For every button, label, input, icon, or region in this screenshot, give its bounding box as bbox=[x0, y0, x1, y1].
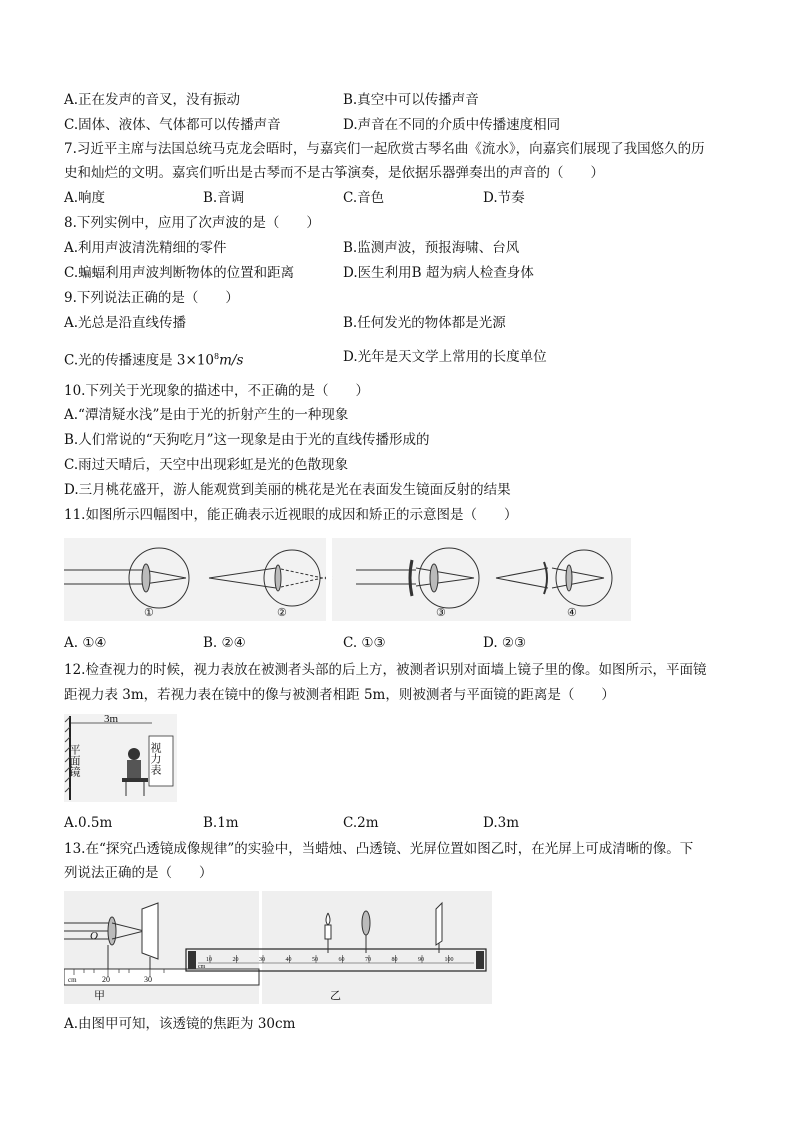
seated-person bbox=[122, 748, 148, 796]
q7-option-a: A.响度 bbox=[64, 190, 106, 206]
q9-option-b: B.任何发光的物体都是光源 bbox=[343, 315, 506, 331]
q10-stem: 10.下列关于光现象的描述中，不正确的是（ ） bbox=[64, 383, 369, 399]
q12-option-b: B.1m bbox=[203, 815, 239, 831]
ruler-tick-label: 30 bbox=[259, 957, 265, 963]
figure-yi-label: 乙 bbox=[330, 990, 341, 1002]
ruler-tick-label: 10 bbox=[206, 957, 212, 963]
q8-option-c: C.蝙蝠利用声波判断物体的位置和距离 bbox=[64, 265, 295, 281]
ruler-tick-label: 70 bbox=[365, 957, 371, 963]
q13-stem-line1: 13.在“探究凸透镜成像规律”的实验中，当蜡烛、凸透镜、光屏位置如图乙时，在光屏上可成清晰的像。下 bbox=[64, 841, 694, 857]
q7-option-b: B.音调 bbox=[203, 190, 245, 206]
eye-panel-2-label: ② bbox=[277, 606, 287, 619]
ruler-tick-label: 40 bbox=[285, 957, 292, 963]
q12-option-a: A.0.5m bbox=[64, 815, 113, 831]
eye-panel-1-label: ① bbox=[144, 606, 154, 619]
q9-option-c-prefix: C.光的传播速度是 3×10 bbox=[64, 352, 215, 369]
q6-option-a: A.正在发声的音叉，没有振动 bbox=[64, 92, 241, 108]
ruler-tick-label: 20 bbox=[232, 957, 239, 963]
eye-panel-3 bbox=[326, 538, 479, 621]
ruler-tick-label: 60 bbox=[338, 957, 345, 963]
q7-option-d: D.节奏 bbox=[483, 190, 525, 206]
q9-option-c bbox=[64, 348, 243, 370]
figure-yi-unit: cm bbox=[198, 964, 206, 970]
q12-fig-chart-label: 视力表 bbox=[149, 742, 161, 775]
q13-stem-line2: 列说法正确的是（ ） bbox=[64, 865, 213, 881]
q12-vision-test-diagram bbox=[64, 714, 177, 802]
q6-option-d: D.声音在不同的介质中传播速度相同 bbox=[343, 117, 561, 133]
q9-option-d: D.光年是天文学上常用的长度单位 bbox=[343, 349, 547, 365]
q11-option-d: D. ②③ bbox=[483, 635, 527, 651]
q12-option-d: D.3m bbox=[483, 815, 520, 831]
figure-jia-unit: cm bbox=[68, 976, 77, 984]
q11-stem: 11.如图所示四幅图中，能正确表示近视眼的成因和矫正的示意图是（ ） bbox=[64, 507, 518, 523]
figure-jia-tick-30: 30 bbox=[144, 975, 152, 984]
q10-option-d: D.三月桃花盛开，游人能观赏到美丽的桃花是光在表面发生镜面反射的结果 bbox=[64, 482, 511, 498]
q9-stem: 9.下列说法正确的是（ ） bbox=[64, 290, 239, 306]
q8-option-b: B.监测声波，预报海啸、台风 bbox=[343, 240, 520, 256]
q8-stem: 8.下列实例中，应用了次声波的是（ ） bbox=[64, 215, 320, 231]
q11-eye-diagram bbox=[64, 538, 631, 621]
figure-jia-label: 甲 bbox=[94, 990, 105, 1002]
q12-stem-line2: 距视力表 3m，若视力表在镜中的像与被测者相距 5m，则被测者与平面镜的距离是（ ） bbox=[64, 687, 615, 703]
q12-fig-mirror-label: 平面镜 bbox=[68, 744, 80, 777]
q13-option-a: A.由图甲可知，该透镜的焦距为 30cm bbox=[64, 1016, 296, 1032]
eye-panel-4-label: ④ bbox=[567, 606, 577, 619]
q10-option-a: A.“潭清疑水浅”是由于光的折射产生的一种现象 bbox=[64, 407, 349, 423]
q11-option-a: A. ①④ bbox=[64, 635, 107, 651]
q8-option-d: D.医生利用B 超为病人检查身体 bbox=[343, 265, 534, 281]
q6-option-c: C.固体、液体、气体都可以传播声音 bbox=[64, 117, 281, 133]
q12-stem-line1: 12.检查视力的时候，视力表放在被测者头部的后上方，被测者识别对面墙上镜子里的像。如图所示，平面镜 bbox=[64, 662, 707, 678]
ruler-tick-label: 50 bbox=[312, 957, 318, 963]
ruler-tick-label: 90 bbox=[418, 957, 424, 963]
q12-fig-distance: 3m bbox=[104, 714, 119, 725]
q9-option-c-exponent: 8 bbox=[214, 352, 220, 361]
q8-option-a: A.利用声波清洗精细的零件 bbox=[64, 240, 227, 256]
q7-stem-line1: 7.习近平主席与法国总统马克龙会晤时，与嘉宾们一起欣赏古琴名曲《流水》，向嘉宾们展现了我国悠久的历 bbox=[64, 141, 705, 157]
q9-option-a: A.光总是沿直线传播 bbox=[64, 315, 187, 331]
eye-panel-3-label: ③ bbox=[436, 606, 446, 619]
figure-jia bbox=[64, 891, 259, 1004]
q10-option-c: C.雨过天晴后，天空中出现彩虹是光的色散现象 bbox=[64, 457, 349, 473]
q9-option-c-unit: m/s bbox=[219, 352, 244, 369]
q13-lens-experiment-diagram bbox=[64, 891, 492, 1004]
q11-option-c: C. ①③ bbox=[343, 635, 386, 651]
q7-option-c: C.音色 bbox=[343, 190, 385, 206]
figure-jia-tick-20: 20 bbox=[102, 975, 110, 984]
q7-stem-line2: 史和灿烂的文明。嘉宾们听出是古琴而不是古筝演奏，是依据乐器弹奏出的声音的（ ） bbox=[64, 165, 604, 181]
q12-option-c: C.2m bbox=[343, 815, 379, 831]
q11-option-b: B. ②④ bbox=[203, 635, 246, 651]
eye-panel-4 bbox=[496, 550, 612, 619]
ruler-tick-label: 100 bbox=[444, 957, 454, 963]
q6-option-b: B.真空中可以传播声音 bbox=[343, 92, 479, 108]
eye-panel-1 bbox=[64, 548, 189, 619]
q10-option-b: B.人们常说的“天狗吃月”这一现象是由于光的直线传播形成的 bbox=[64, 432, 430, 448]
eye-panel-2 bbox=[209, 550, 332, 619]
figure-jia-o-label: O bbox=[90, 930, 98, 942]
ruler-tick-label: 80 bbox=[391, 957, 398, 963]
